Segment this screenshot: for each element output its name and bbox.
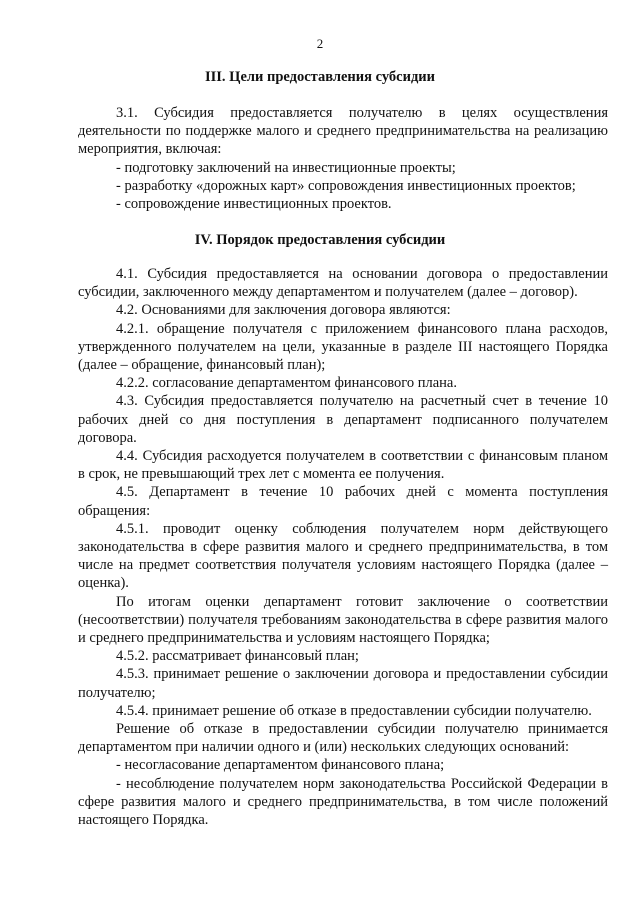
paragraph-4-5-4: 4.5.4. принимает решение об отказе в предоставлении субсидии получателю. [116, 702, 592, 719]
section-4-body [78, 265, 608, 829]
paragraph-4-2-1: 4.2.1. обращение получателя с приложением финансового плана расходов, утвержденного получателем на цели, указанные в разделе III настоящего Порядка (далее – обращение, финансовый план); [78, 320, 608, 374]
paragraph-4-5-3: 4.5.3. принимает решение о заключении договора и предоставлении субсидии получателю; [78, 666, 608, 701]
bullet-item: - разработку «дорожных карт» сопровождения инвестиционных проектов; [116, 177, 576, 194]
paragraph-4-5-1: 4.5.1. проводит оценку соблюдения получателем норм действующего законодательства в сфере развития малого и среднего предпринимательства, в том числе на предмет соответствия получателя условиям настоящего Порядка (далее – оценка). [78, 520, 608, 592]
section-3-heading: III. Цели предоставления субсидии [204, 69, 436, 85]
refusal-reason-item: - несогласование департаментом финансового плана; [116, 757, 445, 774]
section-3-body [78, 104, 608, 213]
paragraph-4-3: 4.3. Субсидия предоставляется получателю на расчетный счет в течение 10 рабочих дней со дня поступления в департамент подписанного получателем договора. [78, 393, 608, 446]
refusal-reason-item: - несоблюдение получателем норм законодательства Российской Федерации в сфере развития малого и среднего предпринимательства, в том числе положений настоящего Порядка. [78, 775, 608, 829]
paragraph-4-2: 4.2. Основаниями для заключения договора являются: [116, 302, 451, 319]
paragraph-3-1: 3.1. Субсидия предоставляется получателю в целях осуществления деятельности по поддержке малого и среднего предпринимательства на реализацию мероприятия, включая: [78, 105, 608, 158]
bullet-item: - сопровождение инвестиционных проектов. [116, 196, 392, 213]
paragraph-4-5-2: 4.5.2. рассматривает финансовый план; [116, 648, 359, 665]
section-4-heading: IV. Порядок предоставления субсидии [194, 232, 446, 248]
paragraph-4-2-2: 4.2.2. согласование департаментом финансового плана. [116, 375, 457, 392]
paragraph-4-1: 4.1. Субсидия предоставляется на основании договора о предоставлении субсидии, заключенного между департаментом и получателем (далее – договор). [78, 266, 608, 301]
paragraph-refusal-decision: Решение об отказе в предоставлении субсидии получателю принимается департаментом при наличии одного и (или) нескольких следующих оснований: [78, 721, 608, 756]
page-number: 2 [316, 36, 324, 51]
paragraph-4-4: 4.4. Субсидия расходуется получателем в соответствии с финансовым планом в срок, не превышающий трех лет с момента ее получения. [78, 448, 608, 483]
paragraph-assessment-result: По итогам оценки департамент готовит заключение о соответствии (несоответствии) получателя требованиям законодательства в сфере развития малого и среднего предпринимательства и условиям настоящего Порядка; [78, 593, 608, 647]
paragraph-4-5: 4.5. Департамент в течение 10 рабочих дней с момента поступления обращения: [78, 484, 608, 519]
bullet-item: - подготовку заключений на инвестиционные проекты; [116, 159, 456, 176]
